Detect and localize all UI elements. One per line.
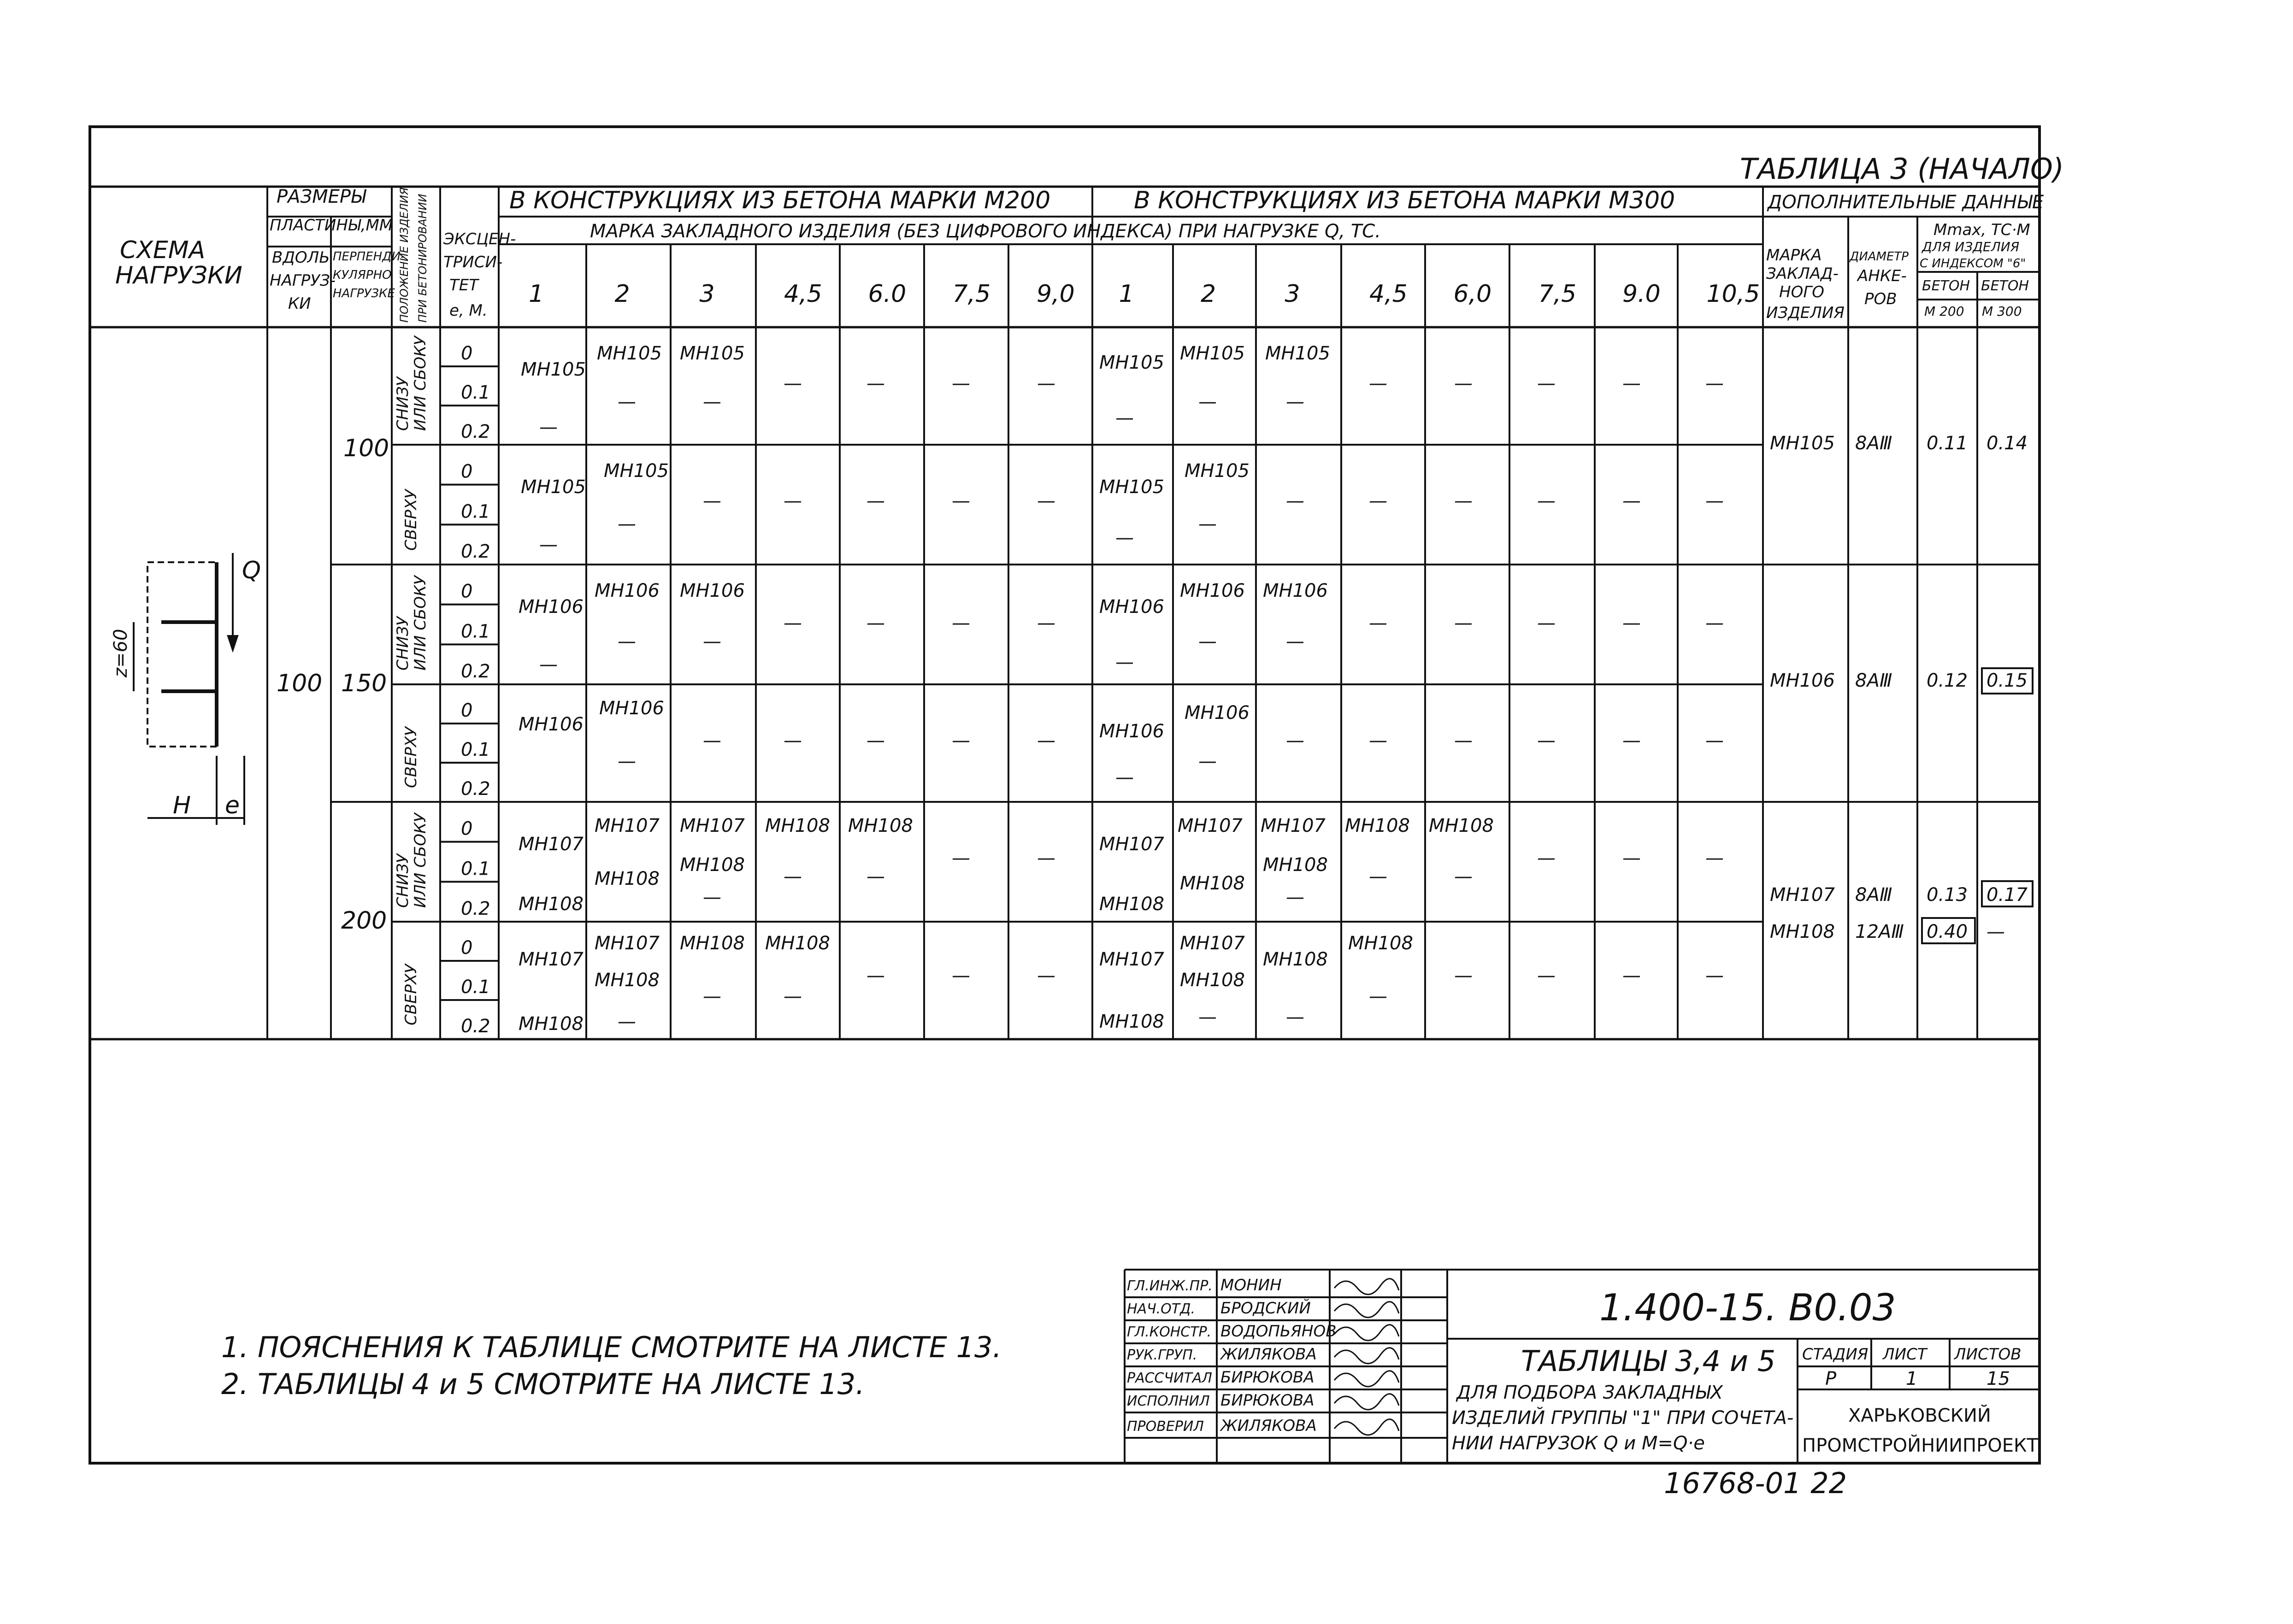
empty-cell-dash: — bbox=[784, 986, 802, 1007]
embedded-part-brand: МН106 bbox=[680, 580, 745, 601]
header-extra-diam: ДИАМЕТР bbox=[1850, 250, 1909, 264]
empty-cell-dash: — bbox=[1705, 965, 1724, 986]
empty-cell-dash: — bbox=[703, 631, 721, 652]
empty-cell-dash: — bbox=[1622, 730, 1641, 751]
stage-value: Р bbox=[1825, 1368, 1837, 1389]
empty-cell-dash: — bbox=[1369, 612, 1387, 634]
empty-cell-dash: — bbox=[1537, 847, 1556, 869]
eccentricity-value: 0.2 bbox=[461, 1016, 490, 1037]
empty-cell-dash: — bbox=[1198, 631, 1217, 652]
embedded-part-brand: МН105 bbox=[1265, 343, 1330, 364]
embedded-part-brand: МН108 bbox=[1348, 933, 1413, 954]
load-header-m200: 9,0 bbox=[1037, 280, 1075, 308]
load-header-m300: 7,5 bbox=[1538, 280, 1577, 308]
scheme-label-q: Q bbox=[242, 557, 261, 584]
header-extra-brand: ИЗДЕЛИЯ bbox=[1766, 304, 1845, 322]
header-extra-b300: БЕТОН bbox=[1981, 278, 2029, 294]
notes bbox=[221, 1330, 1002, 1401]
eccentricity-value: 0 bbox=[461, 937, 473, 959]
eccentricity-value: 0.1 bbox=[461, 858, 490, 880]
extra-diameter: 8AⅢ bbox=[1855, 884, 1892, 906]
embedded-part-brand: МН108 bbox=[1263, 949, 1328, 970]
signer-role: ПРОВЕРИЛ bbox=[1127, 1418, 1204, 1435]
handwritten-signature bbox=[1334, 1371, 1399, 1387]
extra-diameter: 8AⅢ bbox=[1855, 433, 1892, 454]
empty-cell-dash: — bbox=[618, 631, 636, 652]
load-header-m300: 6,0 bbox=[1453, 280, 1492, 308]
embedded-part-brand: — bbox=[539, 534, 558, 555]
header-position: ПОЛОЖЕНИЕ ИЗДЕЛИЯ bbox=[398, 187, 411, 323]
scheme-label-e: e bbox=[225, 792, 240, 819]
eccentricity-value: 0.2 bbox=[461, 541, 490, 562]
empty-cell-dash: — bbox=[1286, 490, 1304, 512]
sheets-value: 15 bbox=[1986, 1368, 2010, 1389]
signer-role: НАЧ.ОТД. bbox=[1127, 1301, 1196, 1317]
position-label: ИЛИ СБОКУ bbox=[411, 576, 430, 671]
eccentricity-value: 0.2 bbox=[461, 898, 490, 919]
archive-number: 16768-01 22 bbox=[1664, 1466, 1847, 1500]
empty-cell-dash: — bbox=[1037, 612, 1055, 634]
position-label: СНИЗУ bbox=[394, 853, 412, 908]
header-perp: ПЕРПЕНДИ- bbox=[333, 250, 405, 264]
signature-table bbox=[1127, 1276, 1399, 1435]
empty-cell-dash: — bbox=[1286, 887, 1304, 908]
position-label: СВЕРХУ bbox=[402, 964, 420, 1025]
eccentricity-value: 0.1 bbox=[461, 739, 490, 760]
empty-cell-dash: — bbox=[1454, 866, 1473, 887]
extra-data-column bbox=[1770, 433, 2033, 943]
empty-cell-dash: — bbox=[1454, 730, 1473, 751]
handwritten-signature bbox=[1334, 1279, 1399, 1294]
header-plate-sizes: ПЛАСТИНЫ,ММ bbox=[270, 216, 393, 235]
empty-cell-dash: — bbox=[1705, 730, 1724, 751]
header-scheme: СХЕМА bbox=[120, 236, 206, 264]
embedded-part-brand: МН106 bbox=[1099, 596, 1164, 618]
empty-cell-dash: — bbox=[1537, 490, 1556, 512]
eccentricity-value: 0.1 bbox=[461, 621, 490, 642]
embedded-part-brand: МН105 bbox=[1099, 477, 1164, 498]
extra-brand: МН105 bbox=[1770, 433, 1835, 454]
empty-cell-dash: — bbox=[952, 965, 970, 986]
signer-name: МОНИН bbox=[1220, 1276, 1282, 1294]
signer-role: РУК.ГРУП. bbox=[1127, 1347, 1197, 1363]
empty-cell-dash: — bbox=[1622, 373, 1641, 394]
handwritten-signature bbox=[1334, 1348, 1399, 1364]
embedded-part-brand: МН107 bbox=[1261, 815, 1326, 836]
header-extra-b200: М 200 bbox=[1924, 304, 1964, 319]
position-label: СНИЗУ bbox=[394, 616, 412, 671]
position-label: СНИЗУ bbox=[394, 377, 412, 431]
doc-title: ТАБЛИЦЫ 3,4 и 5 bbox=[1521, 1344, 1776, 1378]
embedded-part-brand: МН108 bbox=[519, 894, 584, 915]
empty-cell-dash: — bbox=[952, 373, 970, 394]
empty-cell-dash: — bbox=[784, 612, 802, 634]
empty-cell-dash: — bbox=[867, 730, 885, 751]
plate-along-value: 100 bbox=[277, 670, 323, 697]
extra-brand: МН106 bbox=[1770, 670, 1835, 691]
handwritten-signature bbox=[1334, 1302, 1399, 1318]
embedded-part-brand: МН108 bbox=[848, 815, 913, 836]
empty-cell-dash: — bbox=[784, 866, 802, 887]
header-ecc: ТЕТ bbox=[449, 276, 479, 294]
empty-cell-dash: — bbox=[1705, 490, 1724, 512]
load-header-m300: 3 bbox=[1285, 280, 1300, 308]
embedded-part-brand: МН105 bbox=[604, 460, 669, 482]
embedded-part-brand: МН108 bbox=[765, 933, 830, 954]
sheet-label: ЛИСТ bbox=[1883, 1345, 1927, 1364]
header-extra-mmax: С ИНДЕКСОМ "6" bbox=[1920, 257, 2026, 271]
header-scheme: НАГРУЗКИ bbox=[115, 262, 242, 289]
plate-perp-200: 200 bbox=[341, 907, 387, 935]
embedded-part-brand: МН107 bbox=[1099, 834, 1164, 855]
embedded-part-brand: МН108 bbox=[595, 970, 660, 991]
extra-diameter: 8AⅢ bbox=[1855, 670, 1892, 691]
empty-cell-dash: — bbox=[539, 654, 558, 675]
empty-cell-dash: — bbox=[1369, 730, 1387, 751]
embedded-part-brand: МН106 bbox=[1263, 580, 1328, 601]
load-header-m300: 9.0 bbox=[1622, 280, 1661, 308]
extra-mmax-b300: — bbox=[1986, 921, 2005, 942]
embedded-part-brand: МН106 bbox=[1180, 580, 1245, 601]
load-header-m200: 2 bbox=[614, 280, 630, 308]
empty-cell-dash: — bbox=[1198, 1006, 1217, 1028]
embedded-part-brand: МН108 bbox=[1180, 873, 1245, 894]
header-extra-diam: АНКЕ- bbox=[1857, 267, 1907, 285]
load-header-m200: 1 bbox=[529, 280, 544, 308]
embedded-part-brand: МН105 bbox=[1185, 460, 1250, 482]
extra-mmax-b300: 0.15 bbox=[1986, 670, 2028, 691]
doc-subtitle: НИИ НАГРУЗОК Q и M=Q·e bbox=[1452, 1433, 1705, 1454]
embedded-part-brand: МН108 bbox=[1099, 1011, 1164, 1032]
eccentricity-value: 0 bbox=[461, 461, 473, 482]
embedded-part-brand: МН105 bbox=[597, 343, 662, 364]
signer-name: ЖИЛЯКОВА bbox=[1220, 1417, 1317, 1435]
embedded-part-brand: МН105 bbox=[1099, 352, 1164, 373]
extra-mmax-b300: 0.17 bbox=[1986, 884, 2028, 906]
empty-cell-dash: — bbox=[867, 373, 885, 394]
doc-code: 1.400-15. В0.03 bbox=[1599, 1286, 1896, 1329]
load-arrow-head bbox=[228, 636, 237, 650]
empty-cell-dash: — bbox=[618, 513, 636, 535]
eccentricity-value: 0 bbox=[461, 700, 473, 721]
empty-cell-dash: — bbox=[1537, 730, 1556, 751]
header-plate-sizes: РАЗМЕРЫ bbox=[277, 186, 366, 207]
doc-subtitle: ДЛЯ ПОДБОРА ЗАКЛАДНЫХ bbox=[1456, 1382, 1723, 1403]
header-extra: ДОПОЛНИТЕЛЬНЫЕ ДАННЫЕ bbox=[1768, 192, 2044, 213]
embedded-part-brand: МН106 bbox=[595, 580, 660, 601]
empty-cell-dash: — bbox=[1037, 965, 1055, 986]
eccentricity-value: 0 bbox=[461, 818, 473, 840]
empty-cell-dash: — bbox=[1454, 612, 1473, 634]
load-header-m200: 3 bbox=[699, 280, 715, 308]
embedded-part-brand: МН107 bbox=[595, 933, 660, 954]
embedded-part-brand: МН107 bbox=[1099, 949, 1164, 970]
empty-cell-dash: — bbox=[1286, 1006, 1304, 1028]
embedded-part-brand: МН106 bbox=[519, 714, 584, 735]
load-header-m300: 10,5 bbox=[1706, 280, 1760, 308]
empty-cell-dash: — bbox=[618, 391, 636, 412]
handwritten-signature bbox=[1334, 1325, 1399, 1341]
header-along: ВДОЛЬ bbox=[272, 248, 330, 267]
empty-cell-dash: — bbox=[703, 887, 721, 908]
signer-name: БРОДСКИЙ bbox=[1220, 1299, 1311, 1318]
empty-cell-dash: — bbox=[1622, 490, 1641, 512]
empty-cell-dash: — bbox=[1369, 373, 1387, 394]
eccentricity-value: 0 bbox=[461, 343, 473, 364]
empty-cell-dash: — bbox=[1115, 527, 1134, 548]
header-extra-brand: МАРКА bbox=[1766, 246, 1822, 265]
empty-cell-dash: — bbox=[952, 490, 970, 512]
empty-cell-dash: — bbox=[1705, 373, 1724, 394]
header-m300: В КОНСТРУКЦИЯХ ИЗ БЕТОНА МАРКИ М300 bbox=[1134, 187, 1675, 214]
eccentricity-value: 0.2 bbox=[461, 661, 490, 682]
signer-name: ЖИЛЯКОВА bbox=[1220, 1345, 1317, 1364]
embedded-part-brand: МН108 bbox=[1263, 854, 1328, 876]
extra-mmax-b200: 0.11 bbox=[1927, 433, 1968, 454]
embedded-part-brand: МН107 bbox=[1180, 933, 1245, 954]
header-extra-b200: БЕТОН bbox=[1922, 278, 1970, 294]
embedded-part-brand: МН106 bbox=[1099, 721, 1164, 742]
header-brand-row: МАРКА ЗАКЛАДНОГО ИЗДЕЛИЯ (БЕЗ ЦИФРОВОГО ИНДЕКСА) ПРИ НАГРУЗКЕ Q, ТС. bbox=[590, 221, 1381, 242]
empty-cell-dash: — bbox=[1369, 490, 1387, 512]
header-ecc: е, М. bbox=[449, 301, 488, 320]
empty-cell-dash: — bbox=[618, 1011, 636, 1032]
eccentricity-value: 0.2 bbox=[461, 421, 490, 442]
empty-cell-dash: — bbox=[1037, 490, 1055, 512]
eccentricity-value: 0.1 bbox=[461, 382, 490, 403]
empty-cell-dash: — bbox=[952, 730, 970, 751]
extra-mmax-b300: 0.14 bbox=[1986, 433, 2028, 454]
empty-cell-dash: — bbox=[703, 391, 721, 412]
empty-cell-dash: — bbox=[703, 730, 721, 751]
empty-cell-dash: — bbox=[1115, 407, 1134, 429]
empty-cell-dash: — bbox=[1037, 730, 1055, 751]
load-header-m200: 6.0 bbox=[868, 280, 907, 308]
empty-cell-dash: — bbox=[1537, 373, 1556, 394]
empty-cell-dash: — bbox=[1705, 612, 1724, 634]
embedded-part-brand: МН105 bbox=[521, 477, 586, 498]
plate-perp-150: 150 bbox=[341, 670, 387, 697]
embedded-part-brand: МН108 bbox=[680, 933, 745, 954]
plate-perp-100: 100 bbox=[343, 435, 389, 462]
empty-cell-dash: — bbox=[1286, 730, 1304, 751]
header-ecc: ТРИСИ- bbox=[443, 253, 503, 271]
load-header-m300: 4,5 bbox=[1369, 280, 1408, 308]
embedded-part-brand: МН105 bbox=[521, 359, 586, 380]
embedded-part-brand: МН106 bbox=[599, 698, 664, 719]
stage-label: СТАДИЯ bbox=[1802, 1345, 1869, 1364]
embedded-part-brand: МН106 bbox=[1185, 702, 1250, 724]
header-along: КИ bbox=[288, 294, 311, 313]
eccentricity-value: 0.1 bbox=[461, 501, 490, 523]
load-header-m200: 4,5 bbox=[784, 280, 822, 308]
embedded-part-brand: МН105 bbox=[1180, 343, 1245, 364]
empty-cell-dash: — bbox=[952, 612, 970, 634]
header-extra-b300: М 300 bbox=[1982, 304, 2022, 319]
handwritten-signature bbox=[1334, 1394, 1399, 1410]
signer-name: БИРЮКОВА bbox=[1220, 1368, 1314, 1387]
embedded-part-brand: МН108 bbox=[1429, 815, 1494, 836]
empty-cell-dash: — bbox=[1622, 847, 1641, 869]
sheets-label: ЛИСТОВ bbox=[1954, 1345, 2022, 1364]
header-perp: КУЛЯРНО bbox=[333, 268, 392, 282]
position-label: СВЕРХУ bbox=[402, 489, 420, 551]
embedded-part-brand: МН108 bbox=[680, 854, 745, 876]
concrete-block bbox=[147, 562, 217, 747]
signer-role: ГЛ.ИНЖ.ПР. bbox=[1127, 1278, 1213, 1294]
empty-cell-dash: — bbox=[1286, 391, 1304, 412]
embedded-part-brand: МН106 bbox=[519, 596, 584, 618]
empty-cell-dash: — bbox=[867, 866, 885, 887]
extra-diameter: 12AⅢ bbox=[1855, 921, 1904, 942]
signer-role: ГЛ.КОНСТР. bbox=[1127, 1324, 1212, 1340]
note-1: 1. ПОЯСНЕНИЯ К ТАБЛИЦЕ СМОТРИТЕ НА ЛИСТЕ 13. bbox=[221, 1330, 1002, 1364]
embedded-part-brand: МН107 bbox=[1178, 815, 1243, 836]
empty-cell-dash: — bbox=[618, 751, 636, 772]
empty-cell-dash: — bbox=[1454, 373, 1473, 394]
embedded-part-brand: МН108 bbox=[519, 1013, 584, 1035]
note-2: 2. ТАБЛИЦЫ 4 и 5 СМОТРИТЕ НА ЛИСТЕ 13. bbox=[221, 1367, 865, 1401]
position-label: ИЛИ СБОКУ bbox=[411, 813, 430, 908]
load-scheme-drawing bbox=[134, 553, 244, 825]
empty-cell-dash: — bbox=[1454, 965, 1473, 986]
empty-cell-dash: — bbox=[1369, 986, 1387, 1007]
sheet-frame bbox=[90, 127, 2040, 1463]
embedded-part-brand: МН107 bbox=[680, 815, 745, 836]
header-ecc: ЭКСЦЕН- bbox=[443, 230, 516, 248]
signer-name: ВОДОПЬЯНОВ bbox=[1220, 1322, 1337, 1341]
header-extra-brand: НОГО bbox=[1779, 283, 1825, 301]
empty-cell-dash: — bbox=[1369, 866, 1387, 887]
extra-mmax-b200: 0.40 bbox=[1927, 921, 1968, 942]
doc-subtitle: ИЗДЕЛИЙ ГРУППЫ "1" ПРИ СОЧЕТА- bbox=[1452, 1407, 1794, 1429]
empty-cell-dash: — bbox=[1115, 767, 1134, 788]
sheet-value: 1 bbox=[1906, 1368, 1918, 1389]
header-extra-brand: ЗАКЛАД- bbox=[1766, 265, 1839, 283]
empty-cell-dash: — bbox=[784, 373, 802, 394]
extra-mmax-b200: 0.13 bbox=[1927, 884, 1968, 906]
empty-cell-dash: — bbox=[784, 730, 802, 751]
empty-cell-dash: — bbox=[1037, 847, 1055, 869]
header-extra-diam: РОВ bbox=[1864, 290, 1897, 308]
embedded-part-brand: МН108 bbox=[1180, 970, 1245, 991]
signer-role: РАССЧИТАЛ bbox=[1127, 1370, 1212, 1386]
header-position: ПРИ БЕТОНИРОВАНИИ bbox=[416, 194, 429, 323]
embedded-part-brand: МН107 bbox=[519, 834, 584, 855]
empty-cell-dash: — bbox=[952, 847, 970, 869]
empty-cell-dash: — bbox=[867, 965, 885, 986]
embedded-part-brand: МН105 bbox=[680, 343, 745, 364]
empty-cell-dash: — bbox=[1198, 391, 1217, 412]
signer-role: ИСПОЛНИЛ bbox=[1127, 1393, 1210, 1409]
empty-cell-dash: — bbox=[1115, 652, 1134, 673]
empty-cell-dash: — bbox=[1705, 847, 1724, 869]
load-column-headers bbox=[529, 280, 1760, 308]
org-name: ХАРЬКОВСКИЙ bbox=[1848, 1405, 1991, 1426]
eccentricity-value: 0.1 bbox=[461, 977, 490, 998]
empty-cell-dash: — bbox=[867, 490, 885, 512]
header-extra-mmax: Mmax, ТС·М bbox=[1933, 221, 2030, 239]
org-name: ПРОМСТРОЙНИИПРОЕКТ bbox=[1802, 1435, 2038, 1456]
eccentricity-value: 0.2 bbox=[461, 778, 490, 800]
load-header-m300: 2 bbox=[1201, 280, 1216, 308]
empty-cell-dash: — bbox=[703, 490, 721, 512]
empty-cell-dash: — bbox=[539, 417, 558, 438]
empty-cell-dash: — bbox=[1622, 965, 1641, 986]
embedded-part-brand: МН108 bbox=[595, 868, 660, 889]
empty-cell-dash: — bbox=[1454, 490, 1473, 512]
empty-cell-dash: — bbox=[784, 490, 802, 512]
eccentricity-value: 0 bbox=[461, 581, 473, 602]
empty-cell-dash: — bbox=[867, 612, 885, 634]
header-extra-mmax: ДЛЯ ИЗДЕЛИЯ bbox=[1922, 239, 2020, 254]
scheme-label-z: z=60 bbox=[110, 629, 131, 677]
handwritten-signature bbox=[1334, 1419, 1399, 1435]
extra-brand: МН107 bbox=[1770, 884, 1835, 906]
empty-cell-dash: — bbox=[1198, 751, 1217, 772]
position-label: СВЕРХУ bbox=[402, 726, 420, 788]
embedded-part-brand: МН108 bbox=[1099, 894, 1164, 915]
embedded-part-brand: МН107 bbox=[519, 949, 584, 970]
signer-name: БИРЮКОВА bbox=[1220, 1391, 1314, 1410]
scheme-label-h: H bbox=[173, 792, 191, 819]
load-header-m300: 1 bbox=[1119, 280, 1134, 308]
header-perp: НАГРУЗКЕ bbox=[333, 287, 395, 300]
embedded-part-brand: МН108 bbox=[765, 815, 830, 836]
empty-cell-dash: — bbox=[1037, 373, 1055, 394]
position-label: ИЛИ СБОКУ bbox=[411, 336, 430, 431]
header-along: НАГРУЗ- bbox=[270, 271, 336, 290]
load-header-m200: 7,5 bbox=[952, 280, 991, 308]
empty-cell-dash: — bbox=[1537, 965, 1556, 986]
empty-cell-dash: — bbox=[1537, 612, 1556, 634]
header-m200: В КОНСТРУКЦИЯХ ИЗ БЕТОНА МАРКИ М200 bbox=[509, 187, 1051, 214]
table-title: ТАБЛИЦА 3 (НАЧАЛО) bbox=[1740, 152, 2064, 186]
empty-cell-dash: — bbox=[1622, 612, 1641, 634]
extra-mmax-b200: 0.12 bbox=[1927, 670, 1968, 691]
table-body bbox=[394, 335, 1724, 1037]
empty-cell-dash: — bbox=[1198, 513, 1217, 535]
empty-cell-dash: — bbox=[703, 986, 721, 1007]
empty-cell-dash: — bbox=[1286, 631, 1304, 652]
extra-brand: МН108 bbox=[1770, 921, 1835, 942]
embedded-part-brand: МН107 bbox=[595, 815, 660, 836]
embedded-part-brand: МН108 bbox=[1345, 815, 1410, 836]
